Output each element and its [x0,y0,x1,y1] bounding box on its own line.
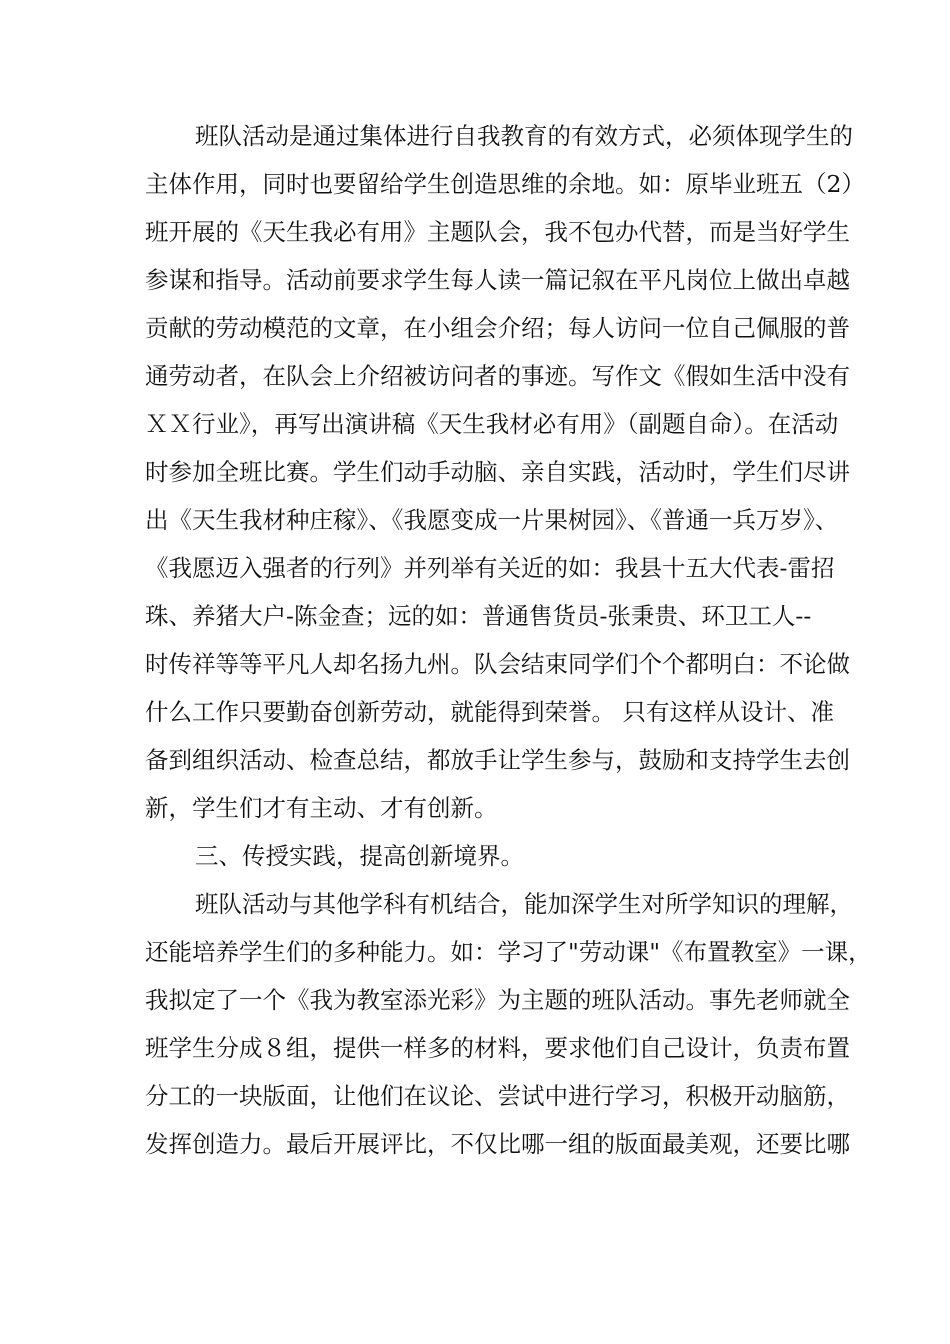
paragraph-line: 我拟定了一个《我为教室添光彩》为主题的班队活动。事先老师就全 [145,986,850,1014]
paragraph-line: 发挥创造力。最后开展评比，不仅比哪一组的版面最美观，还要比哪 [145,1130,850,1158]
paragraph-line: 还能培养学生们的多种能力。如：学习了"劳动课"《布置教室》一课， [145,938,872,966]
paragraph-line: ＸＸ行业》，再写出演讲稿《天生我材必有用》（副题自命）。在活动 [145,410,839,438]
paragraph-line: 贡献的劳动模范的文章，在小组会介绍；每人访问一位自己佩服的普 [145,314,850,342]
paragraph-1 [145,112,865,832]
paragraph-line: 主体作用，同时也要留给学生创造思维的余地。如：原毕业班五（2） [145,170,865,198]
paragraph-2 [145,880,872,1168]
heading-line: 三、传授实践，提高创新境界。 [195,842,524,870]
paragraph-line: 什么工作只要勤奋创新劳动，就能得到荣誉。 只有这样从设计、准 [145,698,834,726]
paragraph-line: 新，学生们才有主动、才有创新。 [145,794,498,822]
document-body [145,112,872,1168]
paragraph-line: 时传祥等等平凡人却名扬九州。队会结束同学们个个都明白：不论做 [145,650,850,678]
paragraph-line: 参谋和指导。活动前要求学生每人读一篇记叙在平凡岗位上做出卓越 [145,266,850,294]
paragraph-line: 时参加全班比赛。学生们动手动脑、亲自实践，活动时，学生们尽讲 [145,458,850,486]
paragraph-line: 珠、养猪大户-陈金查；远的如：普通售货员-张秉贵、环卫工人-- [145,602,812,630]
paragraph-line: 班队活动与其他学科有机结合，能加深学生对所学知识的理解， [195,890,853,918]
paragraph-line: 《我愿迈入强者的行列》并列举有关近的如：我县十五大代表-雷招 [145,554,835,582]
paragraph-line: 通劳动者，在队会上介绍被访问者的事迹。写作文《假如生活中没有 [145,362,850,390]
section-heading [145,832,810,880]
paragraph-line: 班学生分成８组，提供一样多的材料，要求他们自己设计，负责布置 [145,1034,850,1062]
paragraph-line: 班队活动是通过集体进行自我教育的有效方式，必须体现学生的 [195,122,853,150]
paragraph-line: 备到组织活动、检查总结，都放手让学生参与，鼓励和支持学生去创 [145,746,850,774]
paragraph-line: 出《天生我材种庄稼》、《我愿变成一片果树园》、《普通一兵万岁》、 [145,506,839,534]
paragraph-line: 班开展的《天生我必有用》主题队会，我不包办代替，而是当好学生 [145,218,850,246]
paragraph-line: 分工的一块版面，让他们在议论、尝试中进行学习，积极开动脑筋， [145,1082,850,1110]
